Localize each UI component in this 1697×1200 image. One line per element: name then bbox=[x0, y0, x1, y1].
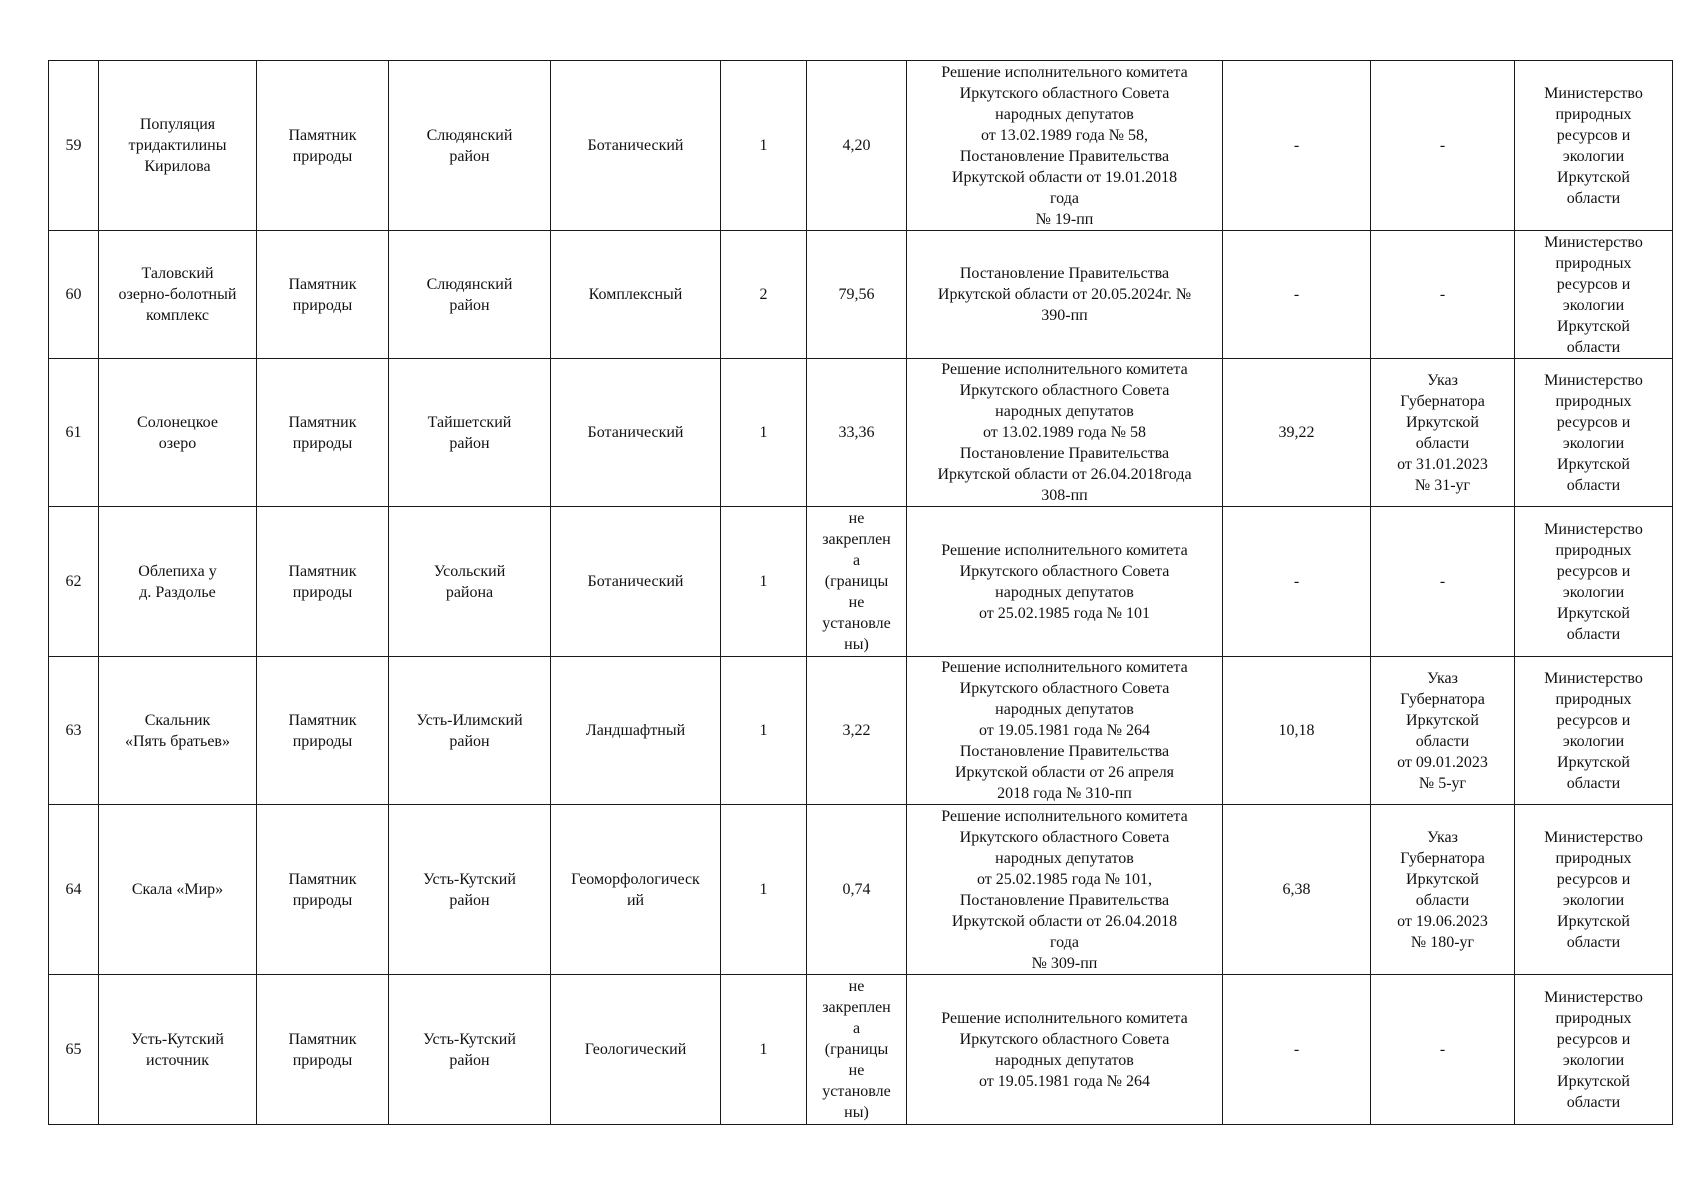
area-name: Таловский озерно-болотный комплекс bbox=[99, 231, 257, 359]
profile: Ландшафтный bbox=[551, 657, 721, 805]
area-category: Памятник природы bbox=[257, 975, 389, 1125]
row-number: 63 bbox=[49, 657, 99, 805]
table-row bbox=[49, 805, 1673, 975]
profile: Ботанический bbox=[551, 359, 721, 507]
area-category: Памятник природы bbox=[257, 231, 389, 359]
establishing-document: Решение исполнительного комитета Иркутского областного Совета народных депутатов от 13.02.1989 года № 58 Постановление Правительства Иркутской области от 26.04.2018года 308-пп bbox=[907, 359, 1223, 507]
buffer-zone-document: - bbox=[1371, 61, 1515, 231]
area-category: Памятник природы bbox=[257, 657, 389, 805]
area-name: Усть-Кутский источник bbox=[99, 975, 257, 1125]
area-size: 33,36 bbox=[807, 359, 907, 507]
area-name: Скала «Мир» bbox=[99, 805, 257, 975]
area-category: Памятник природы bbox=[257, 805, 389, 975]
significance: 1 bbox=[721, 359, 807, 507]
significance: 1 bbox=[721, 507, 807, 657]
district: Слюдянский район bbox=[389, 231, 551, 359]
managing-organization: Министерство природных ресурсов и экологии Иркутской области bbox=[1515, 359, 1673, 507]
district: Усть-Кутский район bbox=[389, 805, 551, 975]
establishing-document: Решение исполнительного комитета Иркутского областного Совета народных депутатов от 19.05.1981 года № 264 bbox=[907, 975, 1223, 1125]
buffer-zone-document: - bbox=[1371, 231, 1515, 359]
managing-organization: Министерство природных ресурсов и экологии Иркутской области bbox=[1515, 975, 1673, 1125]
establishing-document: Решение исполнительного комитета Иркутского областного Совета народных депутатов от 13.02.1989 года № 58, Постановление Правительства Иркутской области от 19.01.2018 года № 19-пп bbox=[907, 61, 1223, 231]
managing-organization: Министерство природных ресурсов и экологии Иркутской области bbox=[1515, 657, 1673, 805]
table-row bbox=[49, 975, 1673, 1125]
establishing-document: Постановление Правительства Иркутской области от 20.05.2024г. № 390-пп bbox=[907, 231, 1223, 359]
buffer-zone-area: - bbox=[1223, 507, 1371, 657]
area-size: 3,22 bbox=[807, 657, 907, 805]
buffer-zone-document: Указ Губернатора Иркутской области от 31.01.2023 № 31-уг bbox=[1371, 359, 1515, 507]
row-number: 61 bbox=[49, 359, 99, 507]
profile: Ботанический bbox=[551, 507, 721, 657]
managing-organization: Министерство природных ресурсов и экологии Иркутской области bbox=[1515, 805, 1673, 975]
district: Слюдянский район bbox=[389, 61, 551, 231]
buffer-zone-area: 6,38 bbox=[1223, 805, 1371, 975]
buffer-zone-area: 39,22 bbox=[1223, 359, 1371, 507]
profile: Ботанический bbox=[551, 61, 721, 231]
row-number: 60 bbox=[49, 231, 99, 359]
managing-organization: Министерство природных ресурсов и экологии Иркутской области bbox=[1515, 507, 1673, 657]
row-number: 65 bbox=[49, 975, 99, 1125]
district: Усольский района bbox=[389, 507, 551, 657]
buffer-zone-document: - bbox=[1371, 507, 1515, 657]
establishing-document: Решение исполнительного комитета Иркутского областного Совета народных депутатов от 25.02.1985 года № 101 bbox=[907, 507, 1223, 657]
document-page bbox=[48, 60, 1672, 1125]
area-size: не закреплен а (границы не установле ны) bbox=[807, 975, 907, 1125]
buffer-zone-document: Указ Губернатора Иркутской области от 19.06.2023 № 180-уг bbox=[1371, 805, 1515, 975]
buffer-zone-document: Указ Губернатора Иркутской области от 09.01.2023 № 5-уг bbox=[1371, 657, 1515, 805]
area-size: не закреплен а (границы не установле ны) bbox=[807, 507, 907, 657]
row-number: 64 bbox=[49, 805, 99, 975]
establishing-document: Решение исполнительного комитета Иркутского областного Совета народных депутатов от 25.02.1985 года № 101, Постановление Правительства Иркутской области от 26.04.2018 года № 309-пп bbox=[907, 805, 1223, 975]
significance: 2 bbox=[721, 231, 807, 359]
area-category: Памятник природы bbox=[257, 359, 389, 507]
buffer-zone-area: 10,18 bbox=[1223, 657, 1371, 805]
district: Усть-Кутский район bbox=[389, 975, 551, 1125]
significance: 1 bbox=[721, 657, 807, 805]
district: Усть-Илимский район bbox=[389, 657, 551, 805]
area-size: 4,20 bbox=[807, 61, 907, 231]
profile: Геологический bbox=[551, 975, 721, 1125]
significance: 1 bbox=[721, 975, 807, 1125]
buffer-zone-area: - bbox=[1223, 61, 1371, 231]
profile: Геоморфологическ ий bbox=[551, 805, 721, 975]
protected-areas-table bbox=[48, 60, 1673, 1125]
row-number: 59 bbox=[49, 61, 99, 231]
area-category: Памятник природы bbox=[257, 61, 389, 231]
area-name: Скальник «Пять братьев» bbox=[99, 657, 257, 805]
table-row bbox=[49, 507, 1673, 657]
significance: 1 bbox=[721, 61, 807, 231]
area-size: 79,56 bbox=[807, 231, 907, 359]
table-row bbox=[49, 359, 1673, 507]
managing-organization: Министерство природных ресурсов и экологии Иркутской области bbox=[1515, 231, 1673, 359]
area-name: Солонецкое озеро bbox=[99, 359, 257, 507]
area-name: Популяция тридактилины Кирилова bbox=[99, 61, 257, 231]
row-number: 62 bbox=[49, 507, 99, 657]
significance: 1 bbox=[721, 805, 807, 975]
district: Тайшетский район bbox=[389, 359, 551, 507]
table-row bbox=[49, 231, 1673, 359]
table-row bbox=[49, 61, 1673, 231]
area-size: 0,74 bbox=[807, 805, 907, 975]
establishing-document: Решение исполнительного комитета Иркутского областного Совета народных депутатов от 19.05.1981 года № 264 Постановление Правительства Иркутской области от 26 апреля 2018 года № 310-пп bbox=[907, 657, 1223, 805]
profile: Комплексный bbox=[551, 231, 721, 359]
area-name: Облепиха у д. Раздолье bbox=[99, 507, 257, 657]
area-category: Памятник природы bbox=[257, 507, 389, 657]
table-row bbox=[49, 657, 1673, 805]
managing-organization: Министерство природных ресурсов и экологии Иркутской области bbox=[1515, 61, 1673, 231]
buffer-zone-area: - bbox=[1223, 231, 1371, 359]
buffer-zone-area: - bbox=[1223, 975, 1371, 1125]
buffer-zone-document: - bbox=[1371, 975, 1515, 1125]
